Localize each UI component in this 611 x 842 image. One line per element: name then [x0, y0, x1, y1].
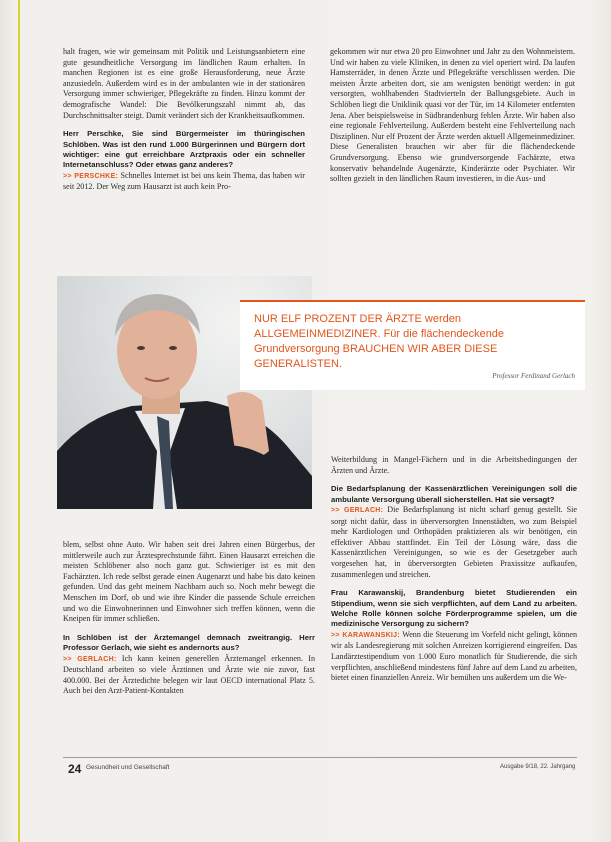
speaker-label: >> GERLACH:	[63, 655, 117, 663]
speaker-label: >> GERLACH:	[331, 507, 384, 514]
paragraph: blem, selbst ohne Auto. Wir haben seit drei Jahren einen Bürgerbus, der mittlerweile auch zur Ärztesprechstunde fährt. Einen Hausarzt erreichen die meisten Schlöbener also noch ganz gut. Schwieriger ist es mit den Fachärzten. Ich rede selbst gerade einen Augenarzt und habe bis dato keinen gefunden. Und das geht meinem Nachbarn auch so. Noch mehr bewegt die Menschen im Dorf, ob und wie ihre Kinder die passende Schule erreichen und wo die Einwohnerinnen und Einwohner sich treffen können, wenn die Kneipen für immer schließen.	[63, 540, 315, 624]
interview-question: Die Bedarfsplanung der Kassenärztlichen Vereinigungen soll die ambulante Versorgung überall sicherstellen. Hat sie versagt?	[331, 484, 577, 504]
interview-question: Frau Karawanskij, Brandenburg bietet Studierenden ein Stipendium, wenn sie sich verpflichten, auf dem Land zu arbeiten. Welche Rolle können solche Förderprogramme spielen, um die medizinische Versorgung zu sichern?	[331, 588, 577, 629]
text-column-2	[330, 47, 575, 185]
footer-rule	[63, 757, 577, 758]
interview-question: In Schlöben ist der Ärztemangel demnach zweitrangig. Herr Professor Gerlach, wie sieht es andernorts aus?	[63, 632, 315, 653]
quote-author: Professor Ferdinand Gerlach	[492, 372, 575, 380]
text-column-3	[63, 540, 315, 697]
interview-answer	[331, 505, 577, 580]
answer-text: Wenn die Steuerung im Vorfeld nicht gelingt, können wir als Landesregierung mit solchen Anreizen korrigierend eingreifen. Das Landärztestipendium von 1.000 Euro monatlich für Studierende, die sich verpflichten, anschließend mindestens fünf Jahre auf dem Land zu arbeiten, bietet einen finanziellen Anreiz. Wir bemühen uns außerdem um die We-	[331, 629, 577, 683]
answer-text: Die Bedarfsplanung ist nicht scharf genug gestellt. Sie sorgt nicht dafür, dass in überversorgten Innenstädten, wo zum Beispiel mehr Kardiologen und Orthopäden praktizieren als wir benötigen, ein effektiver Abbau stattfindet. Ein Teil der Lösung wäre, dass die Kassenärztlichen Vereinigungen, so wie es der Gesetzgeber auch vorgesehen hat, in überversorgten Gebieten Praxissitze aufkaufen, zusammenlegen und streichen.	[331, 505, 577, 579]
section-title: Gesundheit und Gesellschaft	[86, 764, 170, 771]
text-column-4	[331, 455, 577, 684]
page-number: 24	[68, 762, 82, 776]
interview-answer	[331, 630, 577, 684]
interview-answer	[63, 654, 315, 697]
interview-answer	[63, 171, 305, 193]
page-edge-line	[18, 0, 20, 842]
interview-question: Herr Perschke, Sie sind Bürgermeister im thüringischen Schlöben. Was ist den rund 1.000 Bürgerinnen und Bürgern dort wichtiger: eine gut erreichbare Arztpraxis oder ein schneller Internetanschluss? Oder etwas ganz anderes?	[63, 129, 305, 170]
quote-rule	[240, 300, 585, 302]
answer-text: Schnelles Internet ist bei uns kein Thema, das haben wir seit 2012. Der Weg zum Hausarzt ist auch kein Pro-	[63, 170, 305, 192]
text-column-1	[63, 47, 305, 193]
answer-text: Ich kann keinen generellen Ärztemangel erkennen. In Deutschland arbeiten so viele Ärztinnen und Ärzte wie nie zuvor, fast 400.000. Bei der Ärztedichte belegen wir laut OECD international Platz 5. Auch bei den Arzt-Patient-Kontakten	[63, 653, 315, 696]
issue-label: Ausgabe 9/18, 22. Jahrgang	[500, 764, 576, 770]
pull-quote	[240, 300, 585, 390]
paragraph: Weiterbildung in Mangel-Fächern und in die Arbeitsbedingungen der Ärzten und Ärzte.	[331, 455, 577, 475]
quote-text: NUR ELF PROZENT DER ÄRZTE werden ALLGEMEINMEDIZINER. Für die flächendeckende Grundversorgung BRAUCHEN WIR ABER DIESE GENERALISTEN.	[254, 313, 505, 370]
paragraph: gekommen wir nur etwa 20 pro Einwohner und Jahr zu den Wohnmeistern. Und wir haben zu viele Kliniken, in denen zu viel operiert wird. Da laufen Hamsterräder, in denen Ärzte und Pflegekräfte verschlissen werden. Die meisten Ärzte arbeiten dort, sie am wenigsten benötigt werden: in gut versorgten, wohlhabenden Stadtvierteln der Ballungsgebiete. Auch in Schlöben liegt die Uniklinik quasi vor der Tür, im 14 Kilometer entfernten Jena. Aber beispielsweise in Südbrandenburg fehlen Ärzte. Wir haben also eine regionale Fehlverteilung. Außerdem besteht eine Fehlverteilung nach Disziplinen. Nur elf Prozent der Ärzte werden aktuell Allgemeinmediziner. Diese Generalisten brauchen wir aber für die flächendeckende Grundversorgung. Ebenso wie grundversorgende Fachärzte, etwa konservativ behandelnde Augenärzte, Kinderärzte oder Psychiater. Wir sollten gezielt in den ländlichen Raum investieren, in die Aus- und	[330, 47, 575, 184]
speaker-label: >> PERSCHKE:	[63, 172, 119, 180]
speaker-label: >> KARAWANSKIJ:	[331, 631, 400, 639]
paragraph: halt fragen, wie wir gemeinsam mit Politik und Leistungsanbietern eine gute gesundheitliche Versorgung im ländlichen Raum erhalten. In manchen Regionen ist es eine große Herausforderung, neue Ärzte anzusiedeln. Außerdem wird es in der ambulanten wie in der stationären Versorgung immer schwieriger, Pflegekräfte zu finden. Hinzu kommt der demografische Wandel: Die Bevölkerungszahl nimmt ab, das Durchschnittsalter steigt. Damit verändert sich der Krankheitsaufkommen.	[63, 47, 305, 120]
